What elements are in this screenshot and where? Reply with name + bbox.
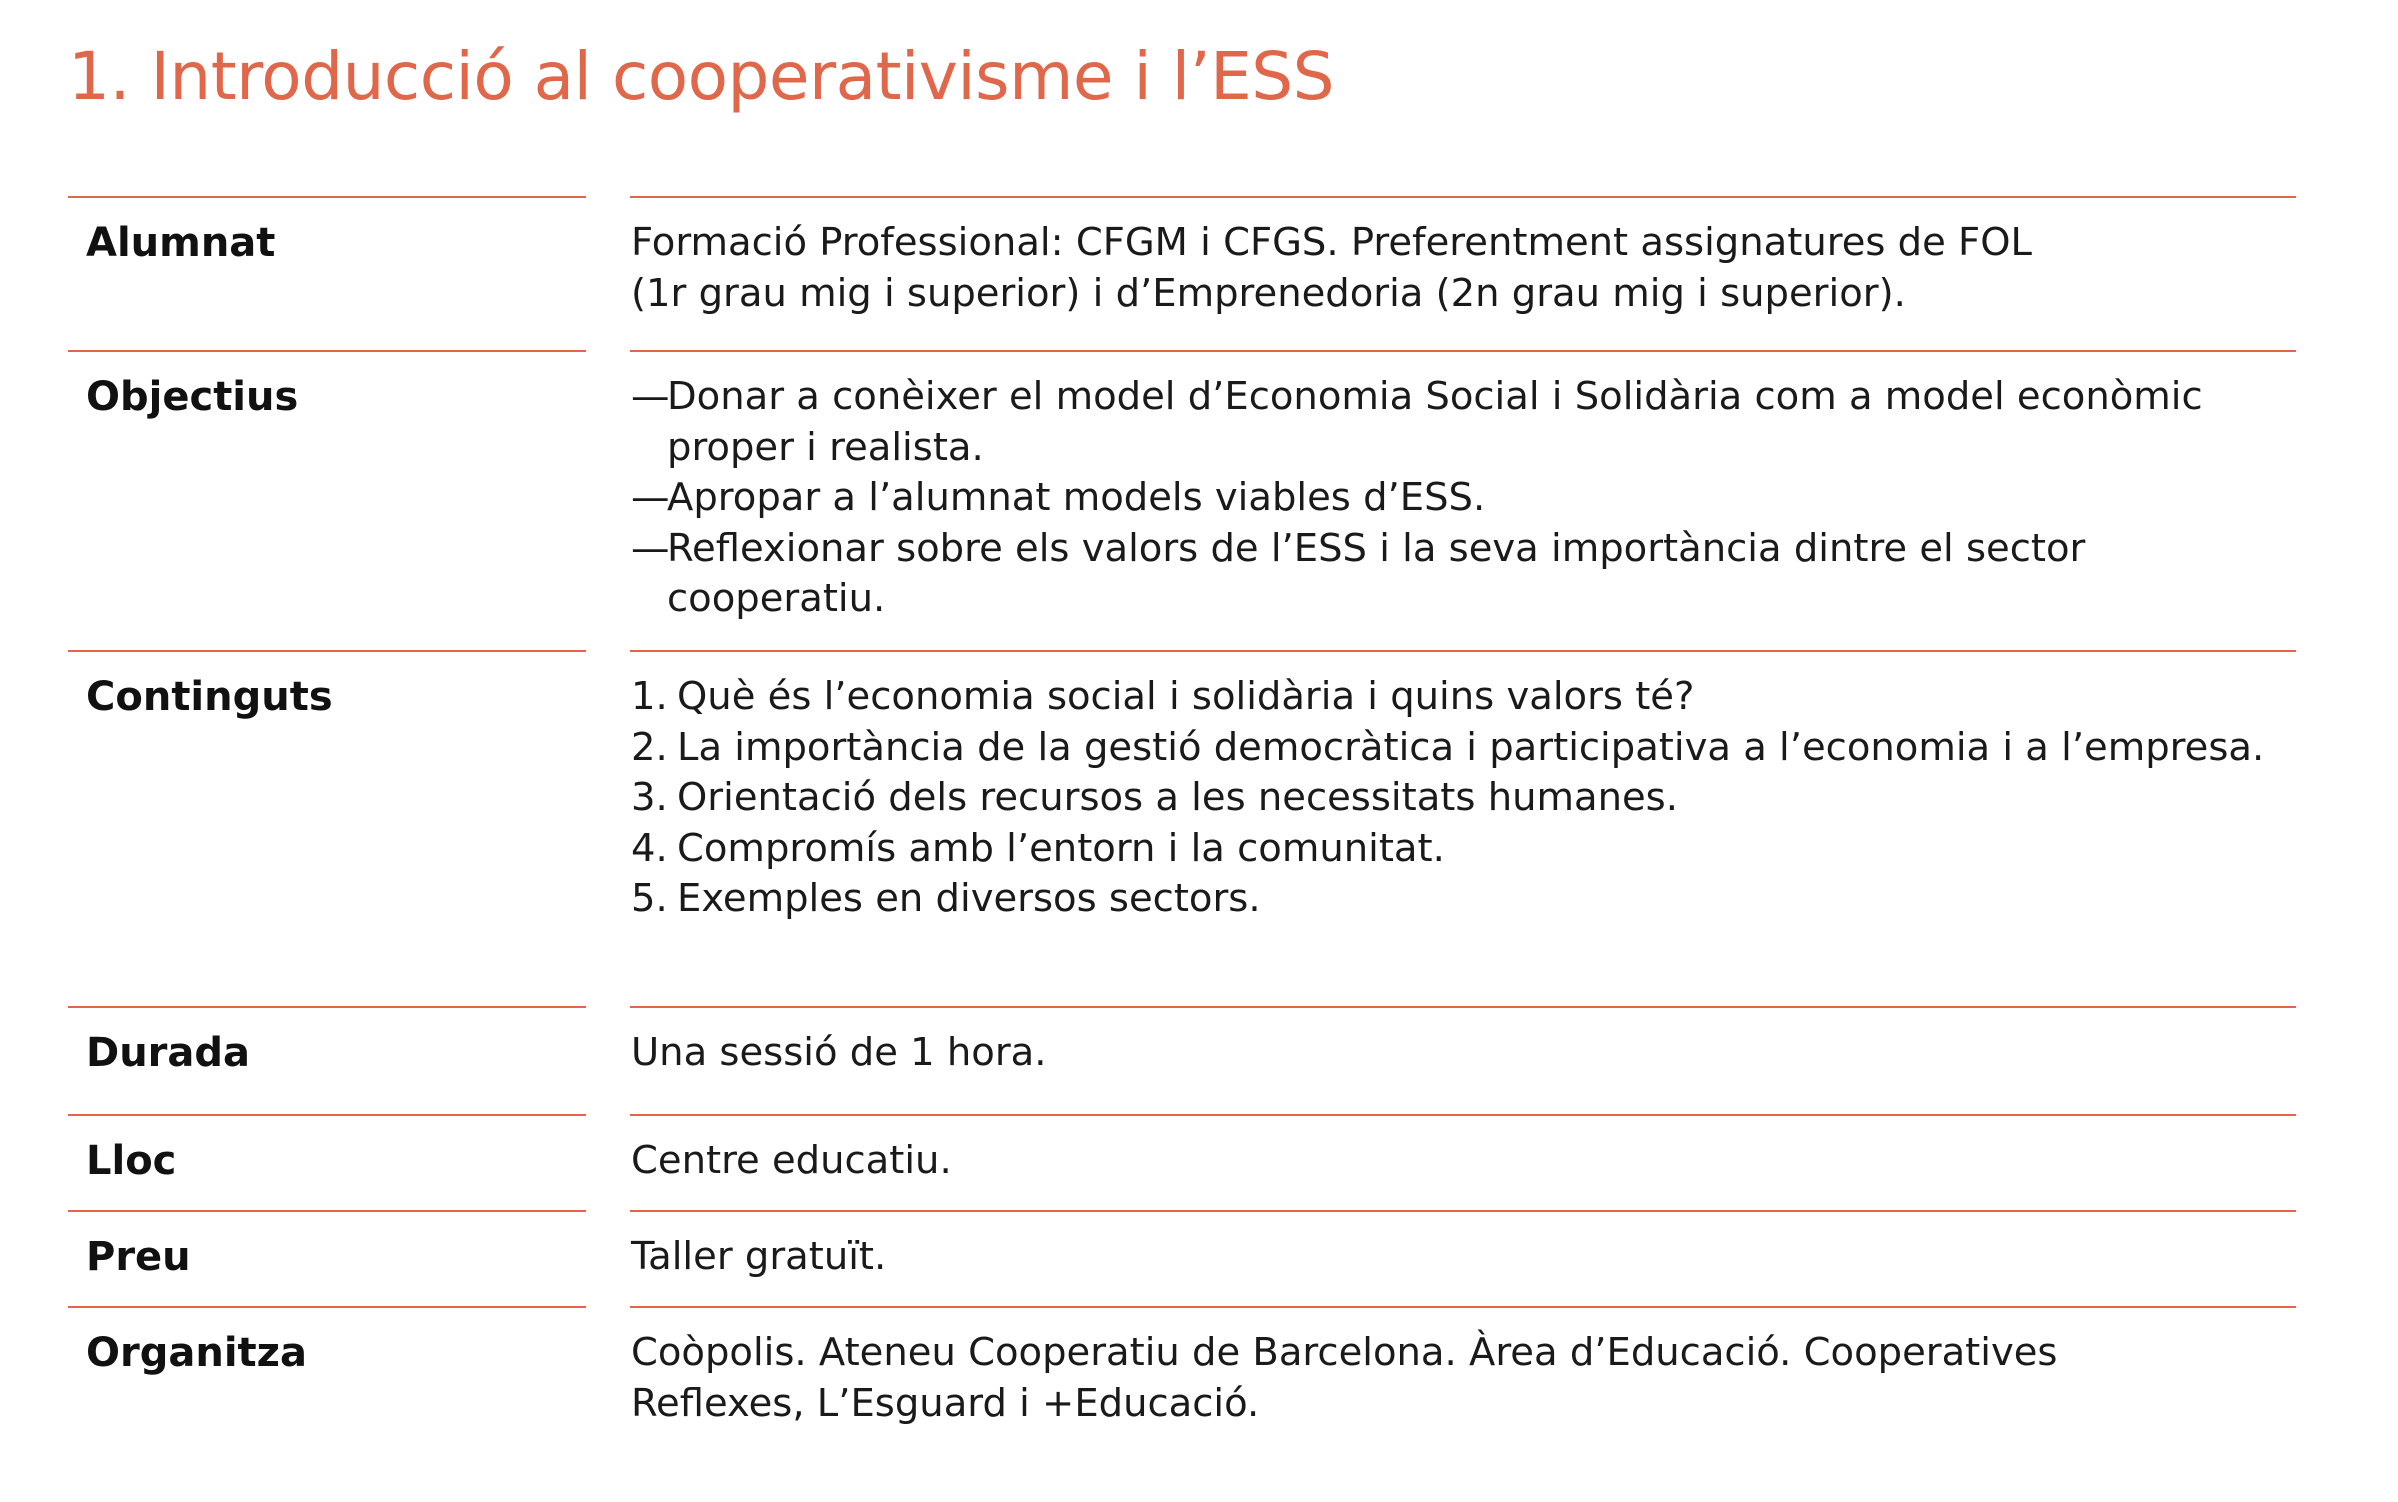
row-value-organitza	[631, 1328, 2291, 1429]
item-text: La importància de la gestió democràtica i participativa a l’economia i a l’empresa.	[677, 724, 2265, 770]
row-label-lloc: Lloc	[86, 1138, 177, 1184]
row-label-objectius: Objectius	[86, 374, 299, 420]
value-line: (1r grau mig i superior) i d’Emprenedoria (2n grau mig i superior).	[631, 270, 1906, 316]
row-value-objectius	[631, 372, 2251, 625]
list-item	[631, 874, 2291, 925]
contents-list	[631, 672, 2291, 925]
item-text: Què és l’economia social i solidària i quins valors té?	[677, 674, 1695, 719]
item-number: 3.	[631, 775, 668, 820]
row-divider-left	[68, 1210, 586, 1212]
list-item: — Donar a conèixer el model d’Economia Social i Solidària com a model econòmic proper i realista.	[631, 372, 2251, 473]
page-title: 1. Introducció al cooperativisme i l’ESS	[68, 38, 1335, 115]
row-divider-right	[630, 1114, 2296, 1116]
value-line: Coòpolis. Ateneu Cooperatiu de Barcelona. Àrea d’Educació. Cooperatives	[631, 1330, 2058, 1375]
item-number: 4.	[631, 825, 668, 871]
row-divider-left	[68, 1006, 586, 1008]
row-value-continguts	[631, 672, 2291, 925]
row-divider-right	[630, 350, 2296, 352]
row-divider-right	[630, 1306, 2296, 1308]
list-item: — Apropar a l’alumnat models viables d’ESS.	[631, 473, 2251, 524]
item-text: Exemples en diversos sectors.	[677, 876, 1261, 921]
list-item: — Reflexionar sobre els valors de l’ESS i la seva importància dintre el sector cooperatiu.	[631, 524, 2251, 625]
row-label-organitza: Organitza	[86, 1330, 307, 1376]
row-value-preu: Taller gratuït.	[631, 1234, 887, 1279]
row-value-alumnat	[631, 218, 2291, 319]
row-divider-left	[68, 650, 586, 652]
row-label-durada: Durada	[86, 1030, 251, 1076]
item-text: Compromís amb l’entorn i la comunitat.	[677, 825, 1445, 871]
row-divider-right	[630, 196, 2296, 198]
item-number: 2.	[631, 724, 668, 770]
row-value-durada: Una sessió de 1 hora.	[631, 1030, 1047, 1075]
objectives-list	[631, 372, 2251, 625]
value-line: Formació Professional: CFGM i CFGS. Preferentment assignatures de FOL	[631, 220, 2032, 265]
item-number: 5.	[631, 876, 668, 921]
row-divider-left	[68, 1306, 586, 1308]
row-label-preu: Preu	[86, 1234, 191, 1280]
row-divider-left	[68, 196, 586, 198]
row-label-alumnat: Alumnat	[86, 220, 276, 266]
row-divider-left	[68, 1114, 586, 1116]
list-item	[631, 723, 2291, 774]
item-number: 1.	[631, 674, 668, 719]
row-value-lloc: Centre educatiu.	[631, 1138, 952, 1183]
row-divider-right	[630, 1210, 2296, 1212]
item-text: Orientació dels recursos a les necessitats humanes.	[677, 775, 1678, 820]
row-divider-right	[630, 650, 2296, 652]
value-line: Reflexes, L’Esguard i +Educació.	[631, 1380, 1260, 1426]
list-item	[631, 824, 2291, 875]
row-divider-left	[68, 350, 586, 352]
list-item	[631, 672, 2291, 723]
list-item	[631, 773, 2291, 824]
row-label-continguts: Continguts	[86, 674, 333, 720]
row-divider-right	[630, 1006, 2296, 1008]
